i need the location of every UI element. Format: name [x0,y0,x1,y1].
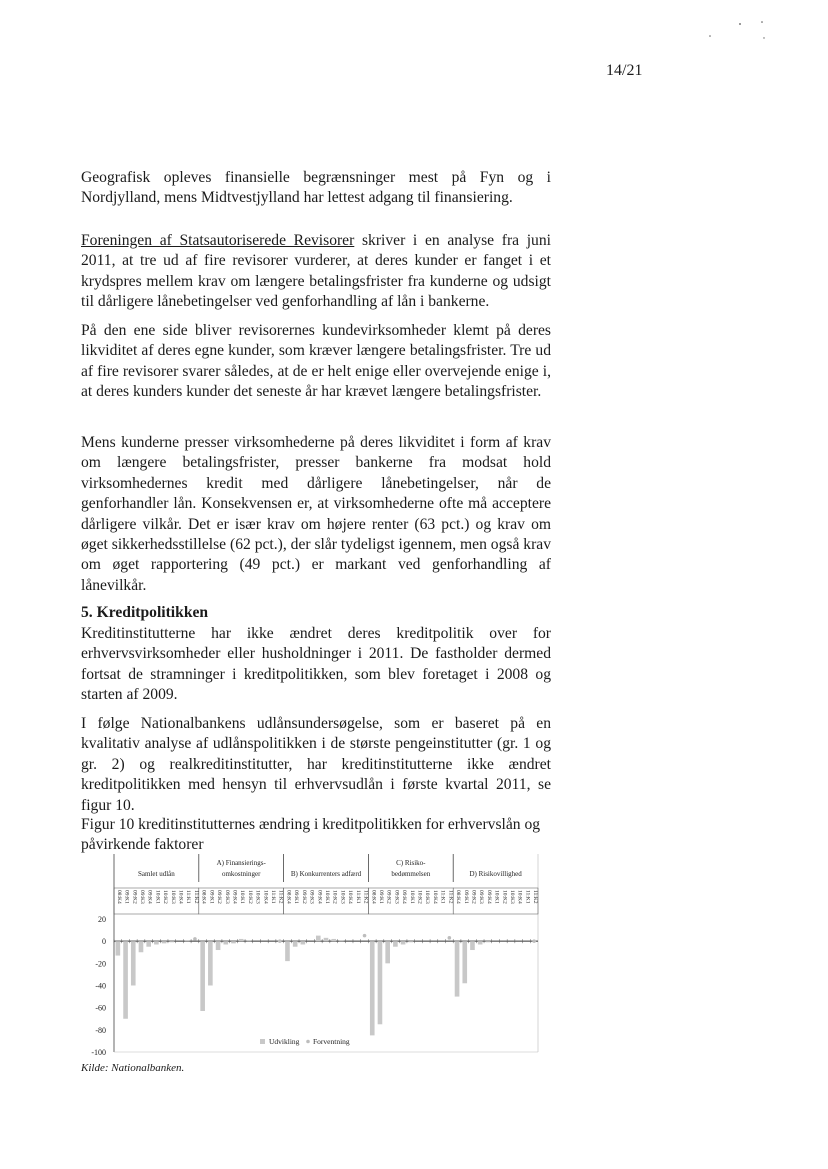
category-tick-label: 11:K2 [532,890,539,904]
bar-udvikling [478,941,483,944]
bar-udvikling [146,941,151,947]
category-tick-label: 08:K4 [455,890,462,904]
panel-label: D) Risikovillighed [469,870,522,878]
paragraph-kreditinstitutter: Kreditinstitutterne har ikke ændret deres kreditpolitik over for erhvervsvirksomheder eller husholdninger i 2011. De fastholder dermed fortsat de stramninger i kreditpolitikken, som blev foretaget i 2008 og starten af 2009. [81,625,551,704]
category-tick-label: 08:K4 [200,890,207,904]
scan-specks [700,18,770,42]
bar-udvikling [408,941,413,942]
bar-udvikling [301,941,306,944]
paragraph-nationalbanken: I følge Nationalbankens udlånsundersøgelse, som er baseret på en kvalitativ analyse af udlånspolitikken i de største pengeinstitutter (gr. 1 og gr. 2) og realkreditinstitutter, har kreditinstitutterne ikke ændret kreditpolitikken med hensyn til erhvervsudlån i første kvartal 2011, se figur 10. [81,715,551,814]
category-tick-label: 10:K2 [416,890,423,904]
bar-udvikling [200,941,205,1011]
bar-udvikling [208,941,213,985]
category-tick-label: 09:K3 [478,890,485,904]
point-forventning [193,937,197,941]
fsr-link[interactable]: Foreningen af Statsautoriserede Revisorer [81,232,355,249]
bar-udvikling [162,941,167,943]
category-tick-label: 10:K3 [339,890,346,904]
category-tick-label: 09:K4 [485,890,492,904]
category-tick-label: 10:K2 [246,890,253,904]
category-tick-label: 11:K2 [277,890,284,904]
panel-label: omkostninger [221,870,261,878]
category-tick-label: 11:K1 [185,890,192,904]
category-tick-label: 09:K3 [138,890,145,904]
bar-udvikling [185,940,190,941]
category-tick-label: 09:K2 [131,890,138,904]
bar-udvikling [455,941,460,996]
bar-udvikling [385,941,390,963]
category-tick-label: 09:K2 [300,890,307,904]
bar-udvikling [154,941,159,944]
point-forventning [363,934,367,938]
y-tick-label: -40 [95,981,106,991]
category-tick-label: 11:K2 [447,890,454,904]
category-tick-label: 09:K1 [123,890,130,904]
panel-label: A) Finansierings- [216,859,266,867]
category-tick-label: 09:K4 [146,890,153,904]
y-tick-label: -80 [95,1025,106,1035]
category-tick-label: 10:K3 [424,890,431,904]
category-tick-label: 11:K1 [524,890,531,904]
bar-udvikling [331,939,336,941]
bar-udvikling [462,941,467,983]
bar-udvikling [339,940,344,941]
category-tick-label: 10:K1 [239,890,246,904]
panel-label: Samlet udlån [138,870,175,878]
category-tick-label: 10:K2 [162,890,169,904]
point-forventning [532,939,536,943]
category-tick-label: 09:K2 [216,890,223,904]
category-tick-label: 09:K3 [393,890,400,904]
figure-source: Kilde: Nationalbanken. [81,1062,185,1074]
category-tick-label: 09:K1 [377,890,384,904]
bar-udvikling [216,941,221,950]
category-tick-label: 10:K3 [169,890,176,904]
category-tick-label: 11:K1 [270,890,277,904]
category-tick-label: 10:K4 [177,890,184,904]
category-tick-label: 11:K1 [439,890,446,904]
category-tick-label: 08:K4 [370,890,377,904]
credit-policy-chart [80,852,545,1057]
category-tick-label: 10:K1 [408,890,415,904]
panel-label: C) Risiko- [396,859,426,867]
paragraph-likviditet: Mens kunderne presser virksomhederne på deres likviditet i form af krav om længere betalingsfrister, presser bankerne fra modsat hold virksomhedernes kredit med dårligere lånebetingelser, når de genforhandler lån. Konsekvensen er, at virksomhederne ofte må acceptere dårligere vilkår. Det er især krav om højere renter (63 pct.) og krav om øget sikkerhedsstillelse (62 pct.), der slår tydeligst igennem, men også krav om øget rapportering (49 pct.) er markant ved genforhandling af lånevilkår. [81,434,551,594]
legend-forventning-label: Forventning [313,1037,350,1046]
bar-udvikling [223,941,228,944]
category-tick-label: 09:K4 [401,890,408,904]
bar-udvikling [239,939,244,941]
y-tick-label: 20 [98,915,106,924]
category-tick-label: 09:K1 [293,890,300,904]
y-tick-label: -100 [91,1048,106,1057]
bar-udvikling [170,941,175,942]
y-tick-label: 0 [102,937,106,947]
category-tick-label: 10:K2 [501,890,508,904]
category-tick-label: 10:K1 [493,890,500,904]
bar-udvikling [370,941,375,1035]
y-tick-label: -60 [95,1003,106,1013]
category-tick-label: 11:K1 [354,890,361,904]
bar-udvikling [324,938,329,941]
category-tick-label: 10:K3 [254,890,261,904]
category-tick-label: 09:K2 [385,890,392,904]
bar-udvikling [393,941,398,947]
bar-udvikling [293,941,298,947]
paragraph-revisorer-text: skriver i en analyse fra juni 2011, at tre ud af fire revisorer vurderer, at deres kunder er fanget i et krydspres mellem krav om længere betalingsfrister fra kunderne og udsigt til dårligere lånebetingelser ved genforhandling af lån i bankerne. [81,232,551,311]
bar-udvikling [116,941,121,955]
legend-forventning-swatch [306,1040,310,1044]
bar-udvikling [139,941,144,952]
panel-label: bedømmelsen [391,870,431,878]
category-tick-label: 09:K3 [308,890,315,904]
panel-label: B) Konkurrenters adfærd [290,870,362,878]
bar-udvikling [378,941,383,1024]
category-tick-label: 09:K4 [231,890,238,904]
section-heading-kreditpolitikken: 5. Kreditpolitikken [81,604,209,621]
bar-udvikling [123,941,128,1019]
bar-udvikling [401,941,406,944]
category-tick-label: 10:K4 [516,890,523,904]
bar-udvikling [316,936,321,942]
category-tick-label: 11:K2 [362,890,369,904]
category-tick-label: 10:K4 [262,890,269,904]
category-tick-label: 10:K4 [347,890,354,904]
paragraph-kundevirksomheder: På den ene side bliver revisorernes kundevirksomheder klemt på deres likviditet af deres egne kunder, som kræver længere betalingsfrister. Tre ud af fire revisorer svarer således, at de er helt enige eller overvejende enige i, at deres kunders kunder det seneste år har krævet længere betalingsfrister. [81,322,551,401]
y-tick-label: -20 [95,959,106,969]
bar-udvikling [486,941,491,942]
category-tick-label: 08:K4 [285,890,292,904]
category-tick-label: 09:K3 [223,890,230,904]
page-number: 14/21 [606,62,643,79]
category-tick-label: 09:K4 [316,890,323,904]
point-forventning [448,936,452,940]
category-tick-label: 09:K1 [208,890,215,904]
figure-caption: Figur 10 kreditinstitutternes ændring i kreditpolitikken for erhvervslån og påvirkende faktorer [81,816,541,853]
point-forventning [278,939,282,943]
category-tick-label: 08:K4 [115,890,122,904]
legend-udvikling-swatch [260,1039,265,1044]
category-tick-label: 10:K1 [324,890,330,904]
legend-udvikling-label: Udvikling [269,1037,300,1046]
category-tick-label: 09:K2 [470,890,477,904]
paragraph-geography: Geografisk opleves finansielle begrænsninger mest på Fyn og i Nordjylland, mens Midtvestjylland har lettest adgang til finansiering. [81,169,551,207]
category-tick-label: 09:K1 [462,890,469,904]
category-tick-label: 10:K4 [431,890,438,904]
bar-udvikling [470,941,475,950]
category-tick-label: 10:K1 [154,890,161,904]
bar-udvikling [131,941,136,985]
bar-udvikling [285,941,290,961]
paragraph-revisorer [81,231,551,313]
category-tick-label: 10:K2 [331,890,338,904]
bar-udvikling [247,940,252,941]
category-tick-label: 11:K2 [192,890,199,904]
bar-udvikling [231,941,236,943]
category-tick-label: 10:K3 [509,890,516,904]
